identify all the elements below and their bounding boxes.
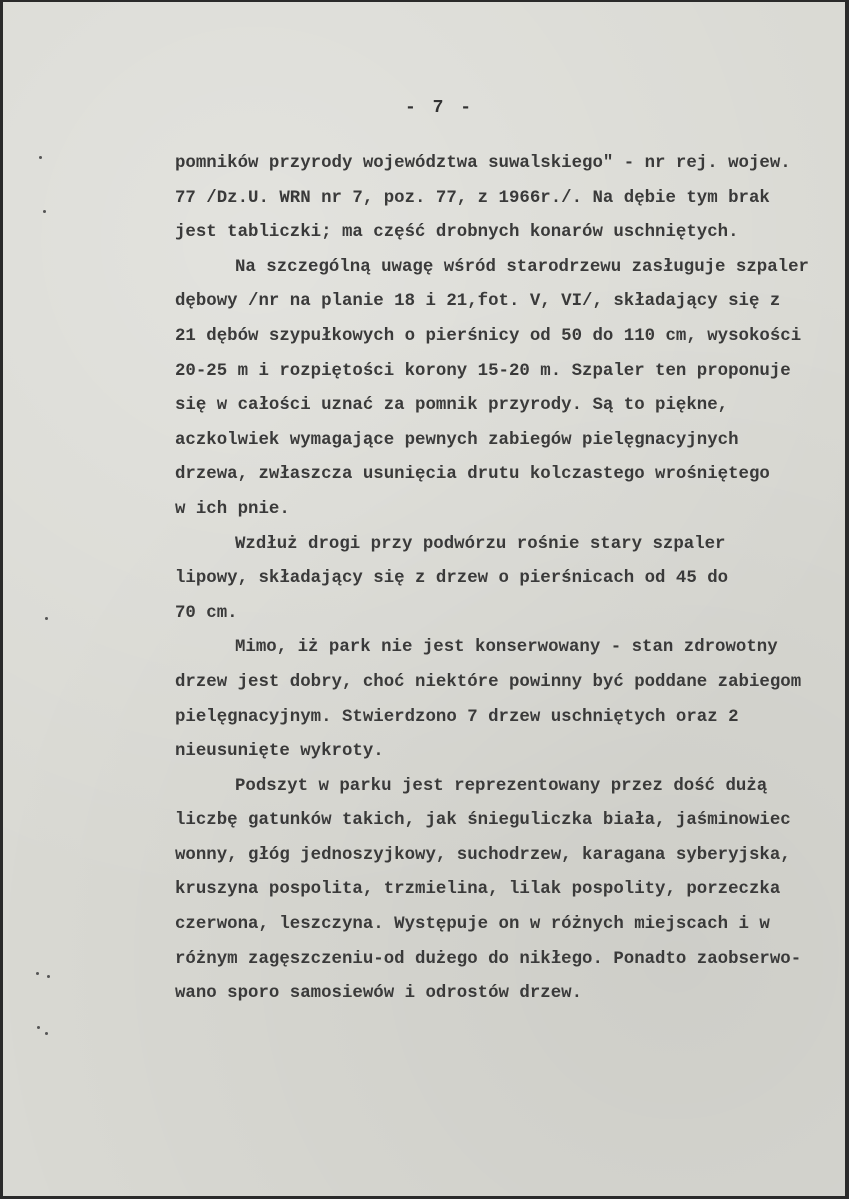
page-number: - 7 - — [405, 98, 475, 118]
text-line: w ich pnie. — [175, 499, 290, 519]
text-line: 77 /Dz.U. WRN nr 7, poz. 77, z 1966r./. Na dębie tym brak — [175, 188, 770, 208]
text-line: kruszyna pospolita, trzmielina, lilak pospolity, porzeczka — [175, 880, 781, 900]
text-line: wano sporo samosiewów i odrostów drzew. — [175, 984, 583, 1004]
text-line: 21 dębów szypułkowych o pierśnicy od 50 do 110 cm, wysokości — [175, 326, 802, 346]
text-line: lipowy, składający się z drzew o pierśnicach od 45 do — [175, 569, 729, 589]
text-line: Na szczególną uwagę wśród starodrzewu zasługuje szpaler — [235, 257, 809, 277]
text-line: drzew jest dobry, choć niektóre powinny być poddane zabiegom — [175, 672, 802, 692]
text-line: aczkolwiek wymagające pewnych zabiegów pielęgnacyjnych — [175, 430, 739, 450]
margin-mark — [43, 210, 46, 213]
text-line: się w całości uznać za pomnik przyrody. Są to piękne, — [175, 396, 729, 416]
text-line: jest tabliczki; ma część drobnych konarów uschniętych. — [175, 223, 739, 243]
text-line: 70 cm. — [175, 603, 238, 623]
text-line: Wzdłuż drogi przy podwórzu rośnie stary szpaler — [235, 534, 726, 554]
text-line: Podszyt w parku jest reprezentowany przez dość dużą — [235, 776, 768, 796]
text-line: różnym zagęszczeniu-od dużego do nikłego. Ponadto zaobserwo- — [175, 949, 802, 969]
margin-mark — [45, 617, 48, 620]
text-line: pomników przyrody województwa suwalskiego" - nr rej. wojew. — [175, 154, 791, 173]
margin-mark — [36, 972, 39, 975]
text-line: liczbę gatunków takich, jak śnieguliczka biała, jaśminowiec — [175, 811, 791, 831]
margin-mark — [47, 975, 50, 978]
margin-mark — [37, 1026, 40, 1029]
text-line: pielęgnacyjnym. Stwierdzono 7 drzew uschniętych oraz 2 — [175, 707, 739, 727]
text-line: wonny, głóg jednoszyjkowy, suchodrzew, karagana syberyjska, — [175, 845, 791, 865]
text-line: Mimo, iż park nie jest konserwowany - stan zdrowotny — [235, 638, 778, 658]
text-line: czerwona, leszczyna. Występuje on w różnych miejscach i w — [175, 915, 770, 935]
margin-mark — [45, 1032, 48, 1035]
text-line: dębowy /nr na planie 18 i 21,fot. V, VI/, składający się z — [175, 292, 781, 312]
body-text — [175, 147, 809, 1012]
document-page — [3, 2, 845, 1196]
text-line: 20-25 m i rozpiętości korony 15-20 m. Szpaler ten proponuje — [175, 361, 791, 381]
text-line: drzewa, zwłaszcza usunięcia drutu kolczastego wrośniętego — [175, 465, 770, 485]
margin-mark — [39, 156, 42, 159]
text-line: nieusunięte wykroty. — [175, 742, 384, 762]
